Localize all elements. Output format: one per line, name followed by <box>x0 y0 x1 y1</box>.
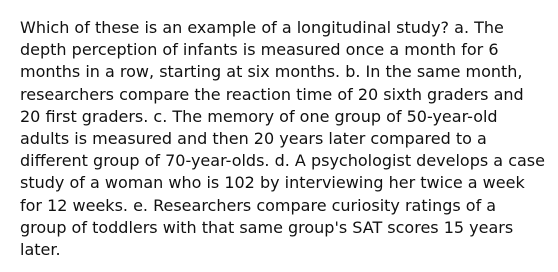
question-text: Which of these is an example of a longitudinal study? a. The depth perception of infants is measured once a month for 6 months in a row, starting at six months. b. In the same month, researchers compare the reaction time of 20 sixth graders and 20 first graders. c. The memory of one group of 50-year-old adults is measured and then 20 years later compared to a different group of 70-year-olds. d. A psychologist develops a case study of a woman who is 102 by interviewing her twice a week for 12 weeks. e. Researchers compare curiosity ratings of a group of toddlers with that same group's SAT scores 15 years later. <box>20 18 545 260</box>
